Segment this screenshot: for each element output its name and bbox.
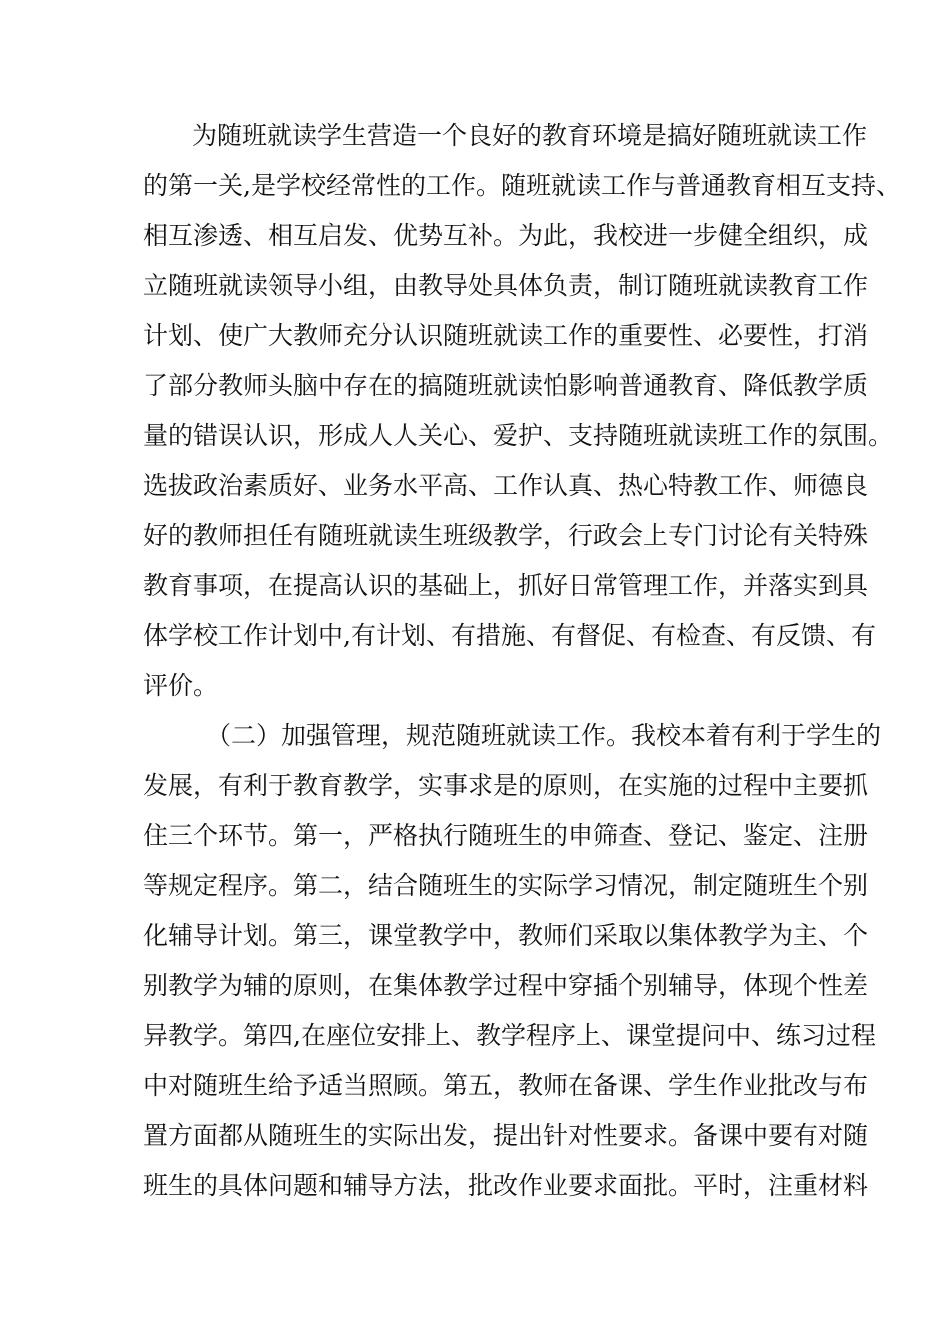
paragraph-1-line-2: 的第一关,是学校经常性的工作。随班就读工作与普通教育相互支持、	[143, 171, 901, 200]
paragraph-1-line-11: 体学校工作计划中,有计划、有措施、有督促、有检查、有反馈、有	[143, 621, 876, 650]
paragraph-2-line-7: 异教学。第四,在座位安排上、教学程序上、课堂提问中、练习过程	[143, 1021, 876, 1050]
paragraph-2-line-2: 发展，有利于教育教学，实事求是的原则，在实施的过程中主要抓	[143, 771, 869, 800]
paragraph-1-line-9: 好的教师担任有随班就读生班级教学，行政会上专门讨论有关特殊	[143, 521, 869, 550]
paragraph-1-line-6: 了部分教师头脑中存在的搞随班就读怕影响普通教育、降低教学质	[143, 371, 869, 400]
paragraph-1-line-12: 评价。	[143, 671, 219, 700]
paragraph-2-line-4: 等规定程序。第二，结合随班生的实际学习情况，制定随班生个别	[143, 871, 869, 900]
paragraph-1-line-3: 相互渗透、相互启发、优势互补。为此，我校进一步健全组织，成	[143, 221, 869, 250]
paragraph-2-line-9: 置方面都从随班生的实际出发，提出针对性要求。备课中要有对随	[143, 1121, 869, 1150]
paragraph-2-line-8: 中对随班生给予适当照顾。第五，教师在备课、学生作业批改与布	[143, 1071, 869, 1100]
paragraph-2-line-10: 班生的具体问题和辅导方法，批改作业要求面批。平时，注重材料	[143, 1171, 869, 1200]
paragraph-2-line-5: 化辅导计划。第三，课堂教学中，教师们采取以集体教学为主、个	[143, 921, 869, 950]
paragraph-1-line-10: 教育事项，在提高认识的基础上，抓好日常管理工作，并落实到具	[143, 571, 869, 600]
paragraph-1-line-7: 量的错误认识，形成人人关心、爱护、支持随班就读班工作的氛围。	[143, 421, 894, 450]
paragraph-1-line-1: 为随班就读学生营造一个良好的教育环境是搞好随班就读工作	[192, 121, 868, 150]
paragraph-2-line-1: （二）加强管理，规范随班就读工作。我校本着有利于学生的	[206, 721, 882, 750]
paragraph-2-line-3: 住三个环节。第一，严格执行随班生的申筛查、登记、鉴定、注册	[143, 821, 869, 850]
paragraph-1-line-8: 选拔政治素质好、业务水平高、工作认真、热心特教工作、师德良	[143, 471, 869, 500]
paragraph-1-line-5: 计划、使广大教师充分认识随班就读工作的重要性、必要性，打消	[143, 321, 869, 350]
paragraph-1-line-4: 立随班就读领导小组，由教导处具体负责，制订随班就读教育工作	[143, 271, 869, 300]
paragraph-2-line-6: 别教学为辅的原则，在集体教学过程中穿插个别辅导，体现个性差	[143, 971, 869, 1000]
